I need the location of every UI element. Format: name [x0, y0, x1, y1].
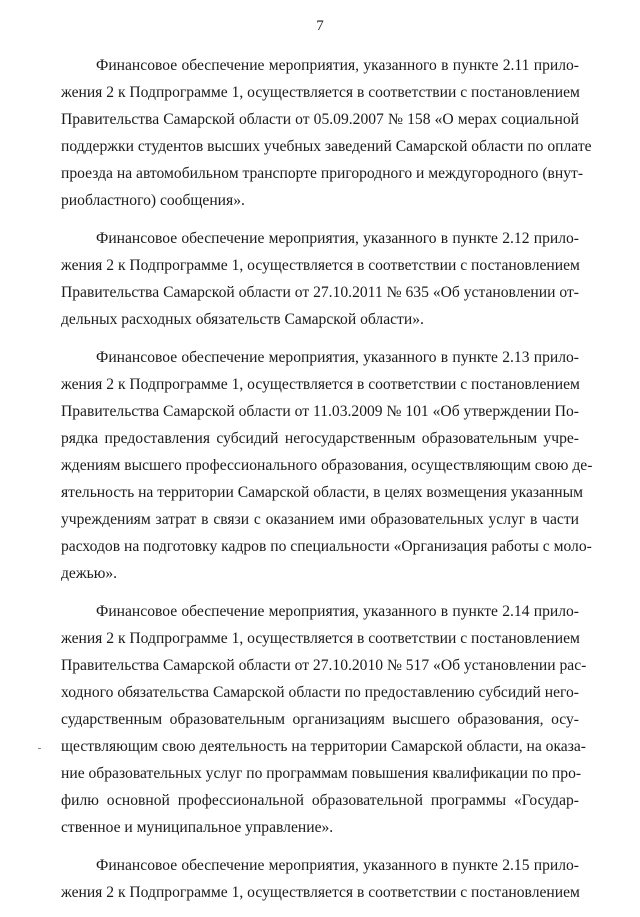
text-line: ственное и муниципальное управление».: [61, 819, 334, 836]
text-line: Финансовое обеспечение мероприятия, указанного в пункте 2.11 прило-: [96, 57, 579, 74]
text-line: проезда на автомобильном транспорте пригородного и междугородного (внут-: [61, 165, 584, 182]
text-line: учреждениям затрат в связи с оказанием ими образовательных услуг в части: [61, 511, 579, 528]
text-line: дежью».: [61, 565, 118, 582]
paragraph-2-14: [61, 598, 587, 841]
paragraph-2-12: [61, 225, 579, 333]
text-line: Правительства Самарской области от 11.03.2009 № 101 «Об утверждении По-: [61, 403, 579, 420]
paragraph-2-11: [61, 52, 592, 214]
text-line: дельных расходных обязательств Самарской области».: [61, 311, 424, 328]
text-line: жения 2 к Подпрограмме 1, осуществляется в соответствии с постановлением: [61, 84, 580, 101]
page-number: 7: [316, 18, 324, 34]
text-line: Правительства Самарской области от 05.09.2007 № 158 «О мерах социальной: [61, 111, 579, 128]
text-line: поддержки студентов высших учебных заведений Самарской области по оплате: [61, 138, 592, 155]
text-line: Правительства Самарской области от 27.10.2010 № 517 «Об установлении рас-: [61, 657, 587, 674]
text-line: жения 2 к Подпрограмме 1, осуществляется в соответствии с постановлением: [61, 630, 580, 647]
text-line: Финансовое обеспечение мероприятия, указанного в пункте 2.13 прило-: [96, 349, 579, 366]
text-line: жения 2 к Подпрограмме 1, осуществляется в соответствии с постановлением: [61, 884, 580, 901]
text-line: рядка предоставления субсидий негосударственным образовательным учре-: [61, 430, 579, 447]
scan-mark: [38, 748, 41, 749]
text-line: жения 2 к Подпрограмме 1, осуществляется в соответствии с постановлением: [61, 257, 580, 274]
text-line: сударственным образовательным организациям высшего образования, осу-: [61, 711, 579, 728]
paragraph-2-15: [61, 852, 579, 906]
text-line: Финансовое обеспечение мероприятия, указанного в пункте 2.12 прило-: [96, 230, 579, 247]
text-line: ждениям высшего профессионального образования, осуществляющим свою де-: [61, 457, 593, 474]
text-line: ществляющим свою деятельность на территории Самарской области, на оказа-: [61, 738, 586, 755]
text-line: ятельность на территории Самарской области, в целях возмещения указанным: [61, 484, 584, 501]
text-line: Финансовое обеспечение мероприятия, указанного в пункте 2.14 прило-: [96, 603, 579, 620]
document-body: [61, 52, 593, 917]
text-line: Финансовое обеспечение мероприятия, указанного в пункте 2.15 прило-: [96, 857, 579, 874]
text-line: ходного обязательства Самарской области по предоставлению субсидий него-: [61, 684, 579, 701]
text-line: расходов на подготовку кадров по специальности «Организация работы с моло-: [61, 538, 592, 555]
text-line: филю основной профессиональной образовательной программы «Государ-: [61, 792, 579, 809]
text-line: жения 2 к Подпрограмме 1, осуществляется в соответствии с постановлением: [61, 376, 580, 393]
text-line: риобластного) сообщения».: [61, 192, 245, 209]
paragraph-2-13: [61, 344, 593, 587]
text-line: ние образовательных услуг по программам повышения квалификации по про-: [61, 765, 582, 782]
text-line: Правительства Самарской области от 27.10.2011 № 635 «Об установлении от-: [61, 284, 579, 301]
